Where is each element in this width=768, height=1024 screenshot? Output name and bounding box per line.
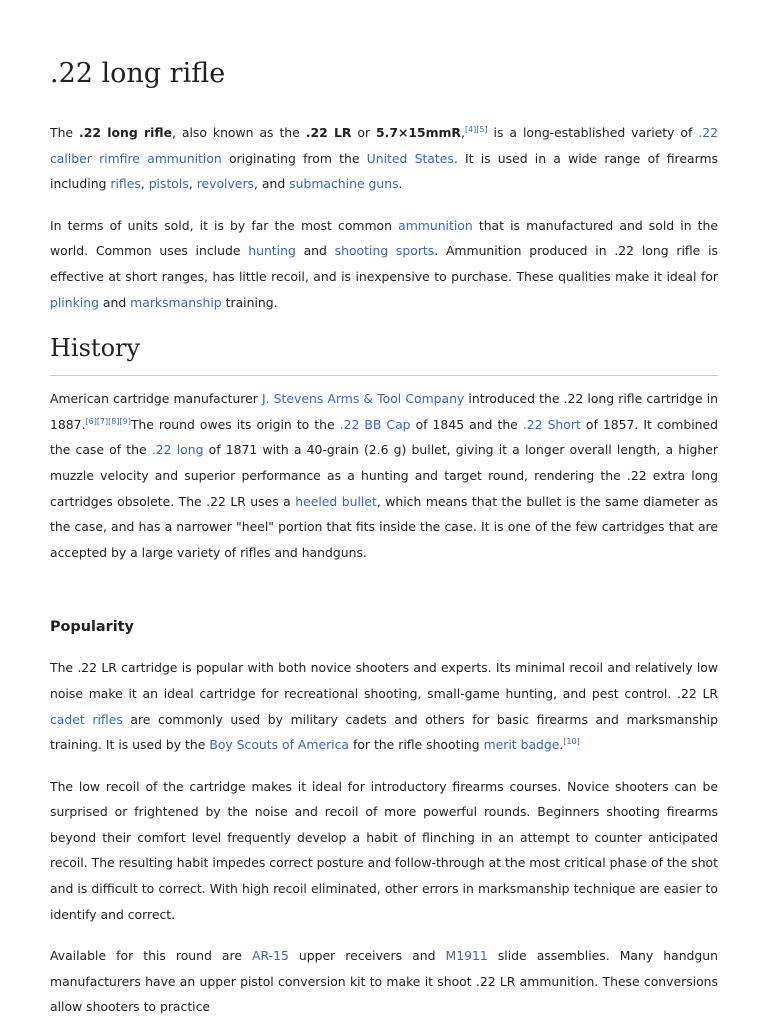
link-pistols[interactable]: pistols	[148, 176, 189, 192]
link-marksmanship[interactable]: marksmanship	[130, 294, 222, 310]
link-m1911[interactable]: M1911	[445, 948, 488, 964]
link-ammunition[interactable]: ammunition	[398, 217, 473, 233]
bold-term: .22 LR	[305, 125, 352, 140]
popularity-paragraph-2: The low recoil of the cartridge makes it ideal for introductory firearms courses. Novice shooters can be surprised or frightened by the noise and recoil of more powerful rounds. Beginners shooting firearms beyond their comfort level frequently develop a habit of flinching in an attempt to counter anticipated recoil. The resulting habit impedes correct posture and follow-through at the most critical phase of the shot and is difficult to correct. With high recoil eliminated, other errors in marksmanship technique are easier to identify and correct.	[50, 778, 718, 922]
subsection-heading-popularity: Popularity	[50, 619, 134, 636]
citation-link[interactable]: [10]	[563, 737, 580, 747]
link-submachine-guns[interactable]: submachine guns	[289, 176, 399, 192]
history-paragraph: American cartridge manufacturer J. Stevens Arms & Tool Company introduced the .22 long rifle cartridge in 1887.[6][7][8][9]The round owes its origin to the .22 BB Cap of 1845 and the .22 Short of 1857. It combined the case of the .22 long of 1871 with a 40-grain (2.6 g) bullet, giving it a longer overall length, a higher muzzle velocity and superior performance as a hunting and target round, rendering the .22 extra long cartridges obsolete. The .22 LR uses a heeled bullet, which means that the bullet is the same diameter as the case, and has a narrower "heel" portion that fits inside the case. It is one of the few cartridges that are accepted by a large variety of rifles and handguns.	[50, 391, 719, 560]
usage-paragraph: In terms of units sold, it is by far the most common ammunition that is manufactured and sold in the world. Common uses include hunting and shooting sports. Ammunition produced in .22 long rifle is effective at short ranges, has little recoil, and is inexpensive to purchase. These qualities make it ideal for plinking and marksmanship training.	[50, 217, 718, 310]
link-cadet-rifles[interactable]: cadet rifles	[50, 711, 123, 727]
link-merit-badge[interactable]: merit badge	[483, 737, 560, 753]
bold-term: .22 long rifle	[79, 125, 172, 140]
link-shooting-sports[interactable]: shooting sports	[334, 243, 435, 259]
link-22-bb-cap[interactable]: .22 BB Cap	[339, 416, 411, 432]
page-title: .22 long rifle	[50, 58, 226, 89]
link-rimfire-ammunition[interactable]: .22 caliber rimfire ammunition	[50, 125, 719, 166]
link-22-short[interactable]: .22 Short	[522, 416, 581, 432]
popularity-paragraph-1: The .22 LR cartridge is popular with both novice shooters and experts. Its minimal recoil and relatively low noise make it an ideal cartridge for recreational shooting, small-game hunting, and pest control. .22 LR cadet rifles are commonly used by military cadets and others for basic firearms and marksmanship training. It is used by the Boy Scouts of America for the rifle shooting merit badge.[10]	[50, 660, 718, 753]
citation-link[interactable]: [6][7][8][9]	[85, 416, 131, 426]
link-heeled-bullet[interactable]: heeled bullet	[295, 493, 377, 509]
link-united-states[interactable]: United States	[366, 150, 454, 166]
link-revolvers[interactable]: revolvers	[196, 176, 254, 192]
link-stevens-arms[interactable]: J. Stevens Arms & Tool Company	[261, 391, 465, 407]
bold-term: 5.7×15mmR	[376, 125, 461, 140]
link-boy-scouts[interactable]: Boy Scouts of America	[209, 737, 350, 753]
citation-link[interactable]: [4][5]	[464, 125, 488, 134]
link-hunting[interactable]: hunting	[248, 243, 296, 259]
intro-paragraph: The .22 long rifle, also known as the .22 LR or 5.7×15mmR,[4][5] is a long-established variety of .22 caliber rimfire ammunition originating from the United States. It is used in a wide range of firearms including rifles, pistols, revolvers, and submachine guns.	[50, 125, 719, 192]
popularity-paragraph-3: Available for this round are AR-15 upper receivers and M1911 slide assemblies. Many handgun manufacturers have an upper pistol conversion kit to make it shoot .22 LR ammunition. These conversions allow shooters to practice	[50, 948, 718, 1015]
link-22-long[interactable]: .22 long	[151, 442, 204, 458]
link-rifles[interactable]: rifles	[110, 176, 141, 192]
link-plinking[interactable]: plinking	[50, 294, 99, 310]
link-ar-15[interactable]: AR-15	[252, 948, 289, 964]
section-heading-history: History	[50, 333, 718, 376]
